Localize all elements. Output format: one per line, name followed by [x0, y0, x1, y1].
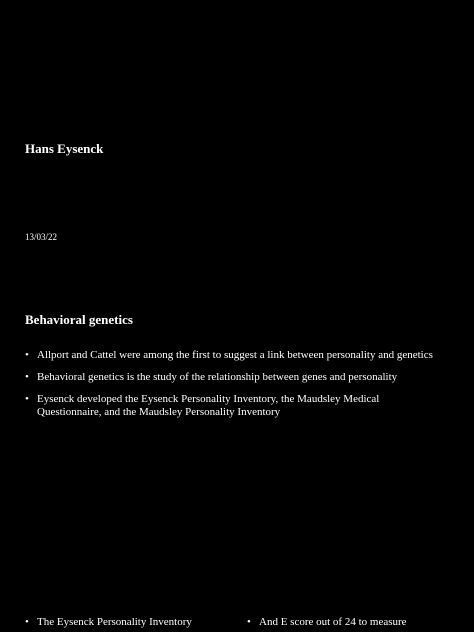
bullet-icon: •	[247, 616, 251, 628]
list-item-text: The Eysenck Personality Inventory	[37, 616, 192, 628]
bullet-icon: •	[25, 616, 29, 628]
list-item-text: And E score out of 24 to measure	[259, 616, 407, 628]
bullet-icon: •	[25, 349, 29, 361]
list-item	[25, 393, 435, 419]
page-title: Hans Eysenck	[25, 141, 104, 156]
list-item-text: Eysenck developed the Eysenck Personality Inventory, the Maudsley Medical Questionnaire, and the Maudsley Personality Inventory	[37, 393, 380, 418]
bullet-icon: •	[25, 393, 29, 405]
bottom-bullet-row	[25, 616, 465, 632]
list-item	[25, 349, 435, 362]
date-label: 13/03/22	[25, 232, 58, 242]
list-item-text: Allport and Cattel were among the first to suggest a link between personality and genetics	[37, 349, 433, 361]
list-item	[25, 616, 192, 629]
section-heading: Behavioral genetics	[25, 312, 133, 327]
list-item-text: Behavioral genetics is the study of the relationship between genes and personality	[37, 371, 398, 383]
list-item	[247, 616, 407, 629]
list-item	[25, 371, 435, 384]
bullet-list	[25, 349, 435, 428]
bullet-icon: •	[25, 371, 29, 383]
